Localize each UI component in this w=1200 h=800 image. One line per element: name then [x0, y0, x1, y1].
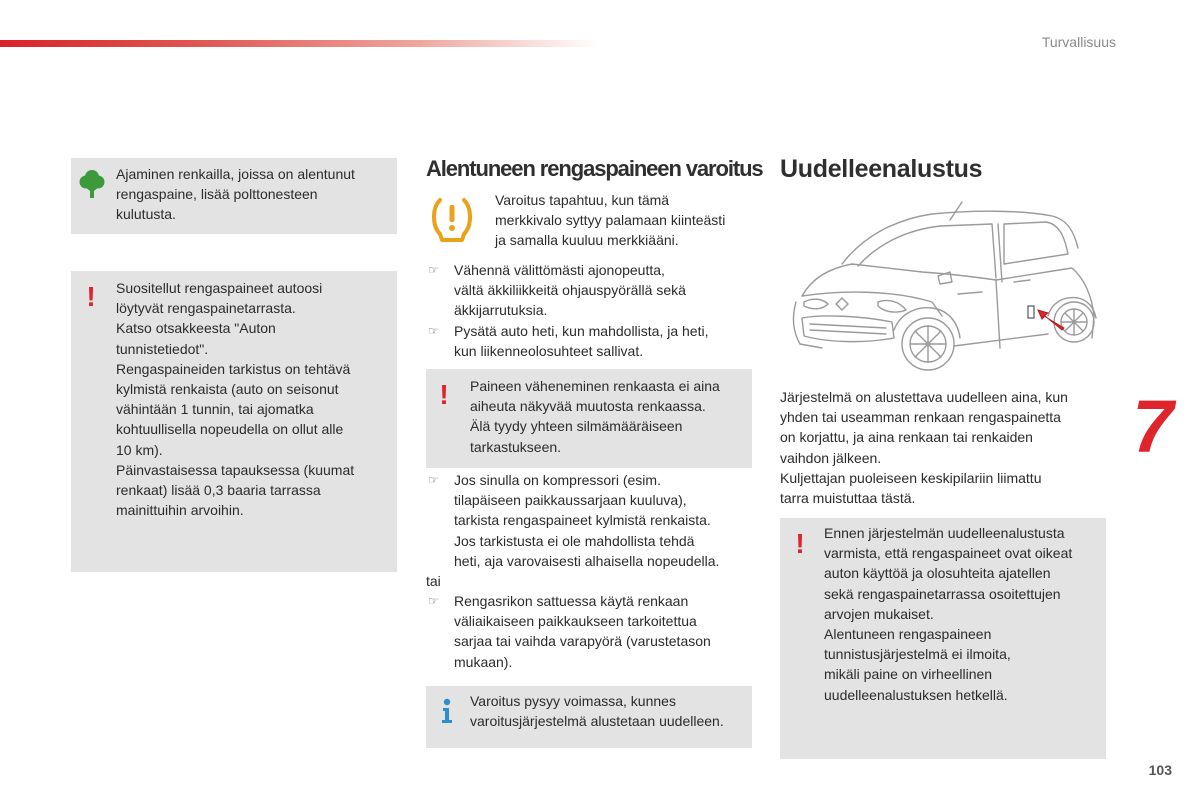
exclamation-icon: !: [86, 281, 96, 312]
text-line: tilapäiseen paikkaussarjaan kuuluva),: [454, 492, 687, 509]
pointing-hand-icon: ☞: [428, 473, 439, 487]
eco-note-box: [71, 158, 397, 234]
text-line: arvojen mukaiset.: [824, 605, 934, 622]
text-line: vähintään 1 tunnin, tai ajomatka: [116, 401, 314, 418]
text-line: sekä rengaspainetarrassa osoitettujen: [824, 585, 1061, 602]
list-item: [426, 470, 756, 571]
text-line: Varoitus pysyy voimassa, kunnes: [470, 693, 676, 709]
eco-note-text: [116, 164, 392, 225]
chapter-number: 7: [1132, 385, 1174, 468]
text-line: vaihdon jälkeen.: [780, 449, 882, 466]
text-line: tunnistusjärjestelmä ei ilmoita,: [824, 646, 1011, 663]
tire-pressure-warning-icon: [428, 196, 476, 242]
text-line: Päinvastaisessa tapauksessa (kuumat: [116, 461, 355, 478]
car-sketch-illustration: [782, 198, 1102, 380]
visual-check-warning-box: [426, 369, 752, 468]
text-line: Ajaminen renkailla, joissa on alentunut: [116, 166, 355, 182]
visual-check-text: [470, 376, 750, 457]
info-text: [470, 691, 750, 731]
info-box: [426, 686, 752, 748]
tree-icon: [79, 168, 105, 200]
text-line: Vähennä välittömästi ajonopeutta,: [454, 262, 665, 278]
exclamation-icon: !: [795, 528, 805, 559]
text-line: mukaan).: [454, 653, 513, 670]
pointing-hand-icon: ☞: [428, 323, 439, 338]
text-line: vältä äkkiliikkeitä ohjauspyörällä sekä: [454, 282, 686, 299]
text-line: löytyvät rengaspainetarrasta.: [116, 300, 296, 317]
list-item: [426, 321, 756, 361]
text-line: yhden tai useamman renkaan rengaspainetta: [780, 409, 1061, 426]
text-line: kulutusta.: [116, 206, 176, 223]
page-number: 103: [1148, 762, 1172, 778]
text-line: Katso otsakkeesta "Auton: [116, 320, 276, 337]
text-line: äkkijarrutuksia.: [454, 302, 548, 319]
list-item: [426, 260, 756, 321]
text-line: Paineen väheneminen renkaasta ei aina: [470, 378, 720, 394]
pressure-warning-text: [116, 278, 392, 520]
pressure-warning-box: [71, 271, 397, 572]
text-line: Jos sinulla on kompressori (esim.: [454, 472, 661, 488]
or-label: tai: [426, 573, 441, 589]
text-line: Rengasrikon sattuessa käytä renkaan: [454, 593, 689, 609]
text-line: heti, aja varovaisesti alhaisella nopeudella.: [454, 552, 720, 569]
text-line: tarkista rengaspaineet kylmistä renkaista.: [454, 512, 711, 529]
text-line: Varoitus tapahtuu, kun tämä: [495, 192, 670, 208]
text-line: mikäli paine on virheellinen: [824, 666, 993, 683]
text-line: sarjaa tai vaihda varapyörä (varustetason: [454, 633, 711, 650]
pointing-hand-icon: ☞: [428, 594, 439, 608]
text-line: kun liikenneolosuhteet sallivat.: [454, 342, 644, 359]
text-line: rengaspaine, lisää polttonesteen: [116, 186, 318, 203]
exclamation-icon: !: [439, 379, 449, 410]
section-title: Turvallisuus: [1041, 34, 1116, 50]
action-list-1: [426, 260, 756, 361]
text-line: Jos tarkistusta ei ole mahdollista tehdä: [454, 532, 695, 549]
reinit-warning-box: [780, 518, 1106, 759]
text-line: mainittuihin arvoihin.: [116, 502, 244, 519]
text-line: Alentuneen rengaspaineen: [824, 626, 992, 643]
text-line: Älä tyydy yhteen silmämääräiseen: [470, 418, 683, 435]
text-line: varoitusjärjestelmä alustetaan uudelleen.: [470, 713, 724, 730]
text-line: Ennen järjestelmän uudelleenalustusta: [824, 525, 1065, 541]
compressor-list: [426, 470, 756, 571]
text-line: varmista, että rengaspaineet ovat oikeat: [824, 545, 1073, 562]
text-line: Pysätä auto heti, kun mahdollista, ja heti,: [454, 322, 709, 339]
text-line: Suositellut rengaspaineet autoosi: [116, 280, 323, 296]
list-item: [426, 591, 756, 672]
reinit-text: [780, 387, 1110, 508]
text-line: kylmistä renkaista (auto on seisonut: [116, 381, 339, 398]
text-line: Järjestelmä on alustettava uudelleen aina, kun: [780, 389, 1068, 405]
warning-intro-text: [495, 190, 760, 251]
text-line: Rengaspaineiden tarkistus on tehtävä: [116, 360, 351, 377]
text-line: Kuljettajan puoleiseen keskipilariin liimattu: [780, 469, 1042, 486]
text-line: merkkivalo syttyy palamaan kiinteästi: [495, 212, 726, 229]
reinit-warning-text: [824, 523, 1104, 705]
text-line: tarkastukseen.: [470, 438, 562, 455]
text-line: on korjattu, ja aina renkaan tai renkaiden: [780, 429, 1033, 446]
text-line: tunnistetiedot".: [116, 340, 209, 357]
text-line: auton käyttöä ja olosuhteita ajatellen: [824, 565, 1051, 582]
reinit-heading: Uudelleenalustus: [780, 155, 983, 183]
puncture-list: [426, 591, 756, 672]
text-line: väliaikaiseen paikkaukseen tarkoitettua: [454, 613, 697, 630]
text-line: kohtuullisella nopeudella on ollut alle: [116, 421, 344, 438]
low-pressure-heading: Alentuneen rengaspaineen varoitus: [426, 156, 763, 181]
header-accent-bar: [0, 40, 600, 47]
text-line: renkaat) lisää 0,3 baaria tarrassa: [116, 482, 321, 499]
text-line: ja samalla kuuluu merkkiääni.: [495, 232, 679, 249]
text-line: 10 km).: [116, 441, 163, 458]
info-icon: [440, 698, 454, 724]
pointing-hand-icon: ☞: [428, 263, 439, 277]
text-line: tarra muistuttaa tästä.: [780, 490, 916, 507]
text-line: uudelleenalustuksen hetkellä.: [824, 686, 1008, 703]
text-line: aiheuta näkyvää muutosta renkaassa.: [470, 398, 706, 415]
